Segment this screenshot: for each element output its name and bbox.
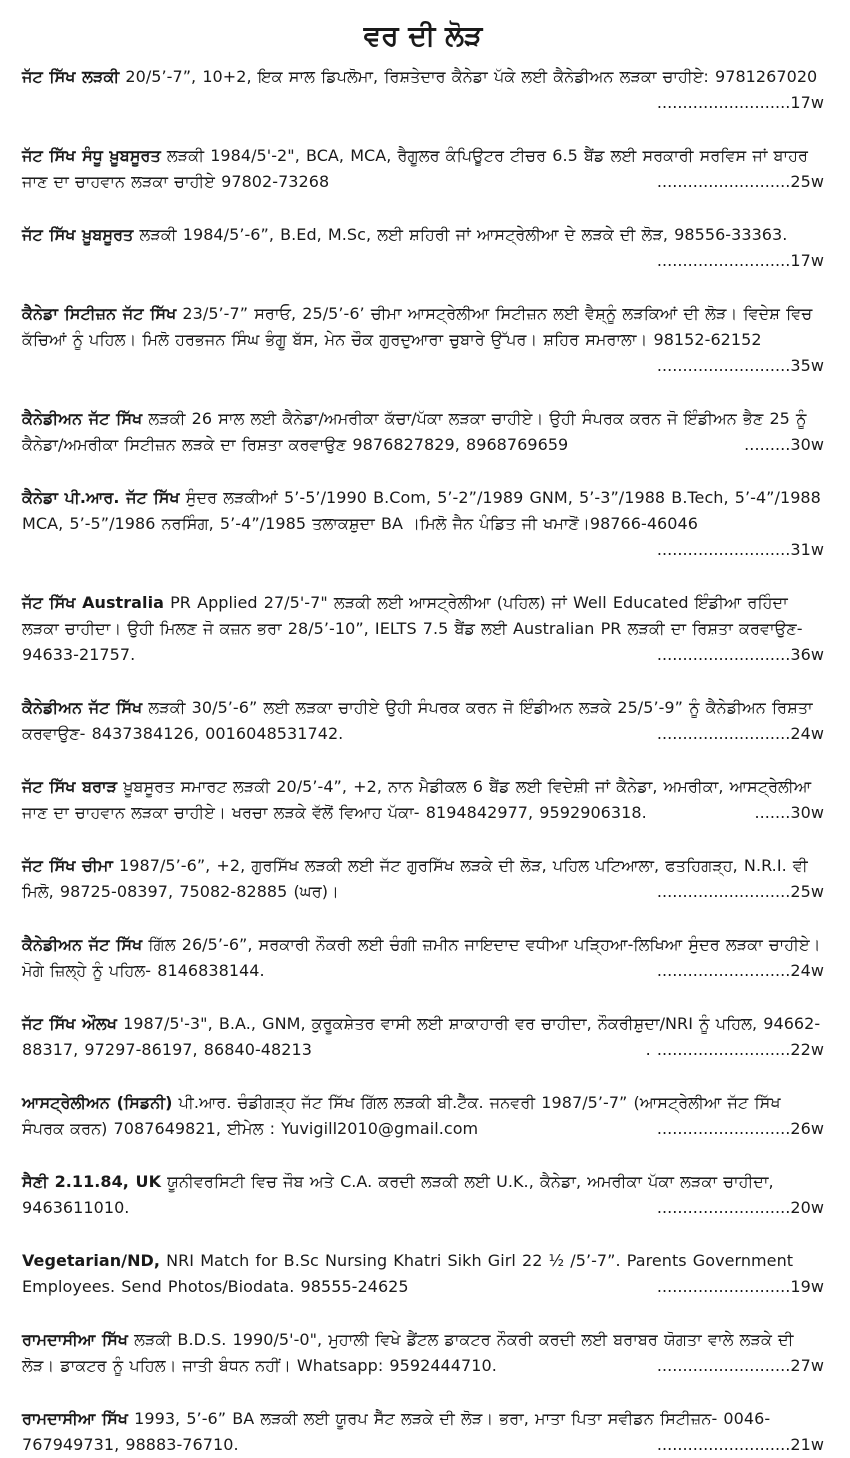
ad-code: . ..........................22w xyxy=(645,1040,824,1059)
classified-ad xyxy=(22,301,824,379)
classified-ad xyxy=(22,64,824,116)
ad-text: ਗਿੱਲ 26/5’-6”, ਸਰਕਾਰੀ ਨੌਕਰੀ ਲਈ ਚੰਗੀ ਜ਼ਮੀਨ ਜਾਇਦਾਦ ਵਧੀਆ ਪੜ੍ਹਿਆ-ਲਿਖਿਆ ਸੁੰਦਰ ਲੜਕਾ ਚਾਹੀਏ। ਮੋਗੇ ਜ਼ਿਲ੍ਹੇ ਨੂੰ ਪਹਿਲ- 8146838144. xyxy=(22,935,821,980)
ad-code: ..........................25w xyxy=(656,882,824,901)
ad-code: ..........................31w xyxy=(656,540,824,559)
ad-lead: ਜੱਟ ਸਿੱਖ ਬਰਾੜ xyxy=(22,777,118,796)
ad-text: ਲੜਕੀ 26 ਸਾਲ ਲਈ ਕੈਨੇਡਾ/ਅਮਰੀਕਾ ਕੱਚਾ/ਪੱਕਾ ਲੜਕਾ ਚਾਹੀਏ। ਉਹੀ ਸੰਪਰਕ ਕਰਨ ਜੋ ਇੰਡੀਅਨ ਭੈਣ 25 ਨੂੰ ਕੈਨੇਡਾ/ਅਮਰੀਕਾ ਸਿਟੀਜ਼ਨ ਲੜਕੇ ਦਾ ਰਿਸ਼ਤਾ ਕਰਵਾਉਣ 9876827829, 8968769659 xyxy=(22,409,807,454)
ad-code: ..........................27w xyxy=(656,1356,824,1375)
ad-list xyxy=(22,64,824,1458)
ad-lead: ਰਾਮਦਾਸੀਆ ਸਿੱਖ xyxy=(22,1409,128,1428)
ad-code: ..........................26w xyxy=(656,1119,824,1138)
classified-ad xyxy=(22,1169,824,1221)
ad-lead: ਕੈਨੇਡੀਅਨ ਜੱਟ ਸਿੱਖ xyxy=(22,698,143,717)
ad-lead: ਕੈਨੇਡਾ ਪੀ.ਆਰ. ਜੱਟ ਸਿੱਖ xyxy=(22,488,180,507)
classified-ad xyxy=(22,1327,824,1379)
ad-text: 1987/5'-3", B.A., GNM, ਕੁਰੂਕਸ਼ੇਤਰ ਵਾਸੀ ਲਈ ਸ਼ਾਕਾਹਾਰੀ ਵਰ ਚਾਹੀਦਾ, ਨੌਕਰੀਸ਼ੁਦਾ/NRI ਨੂੰ ਪਹਿਲ, 94662-88317, 97297-86197, 86840-48213 xyxy=(22,1014,821,1059)
ad-lead: ਰਾਮਦਾਸੀਆ ਸਿੱਖ xyxy=(22,1330,128,1349)
ad-lead: ਜੱਟ ਸਿੱਖ ਔਲਖ xyxy=(22,1014,117,1033)
ad-text: ਖ਼ੂਬਸੂਰਤ ਸਮਾਰਟ ਲੜਕੀ 20/5’-4”, +2, ਨਾਨ ਮੈਡੀਕਲ 6 ਬੈਂਡ ਲਈ ਵਿਦੇਸ਼ੀ ਜਾਂ ਕੈਨੇਡਾ, ਅਮਰੀਕਾ, ਆਸਟ੍ਰੇਲੀਆ ਜਾਣ ਦਾ ਚਾਹਵਾਨ ਲੜਕਾ ਚਾਹੀਏ। ਖਰਚਾ ਲੜਕੇ ਵੱਲੋਂ ਵਿਆਹ ਪੱਕਾ- 8194842977, 9592906318. xyxy=(22,777,812,822)
classified-ad xyxy=(22,1090,824,1142)
page-title: ਵਰ ਦੀ ਲੋੜ xyxy=(363,19,483,52)
ad-code: ..........................25w xyxy=(656,172,824,191)
ad-text: ਲੜਕੀ 30/5’-6” ਲਈ ਲੜਕਾ ਚਾਹੀਏ ਉਹੀ ਸੰਪਰਕ ਕਰਨ ਜੋ ਇੰਡੀਅਨ ਲੜਕੇ 25/5’-9” ਨੂੰ ਕੈਨੇਡੀਅਨ ਰਿਸ਼ਤਾ ਕਰਵਾਉਣ- 8437384126, 0016048531742. xyxy=(22,698,813,743)
classified-ad xyxy=(22,143,824,195)
ad-text: 23/5’-7” ਸਰਾਓ, 25/5’-6’ ਚੀਮਾ ਆਸਟ੍ਰੇਲੀਆ ਸਿਟੀਜ਼ਨ ਲਈ ਵੈਸ਼੍ਨੂੰ ਲੜਕਿਆਂ ਦੀ ਲੋੜ। ਵਿਦੇਸ਼ ਵਿਚ ਕੱਚਿਆਂ ਨੂੰ ਪਹਿਲ। ਮਿਲੋ ਹਰਭਜਨ ਸਿੰਘ ਭੰਗੂ ਬੱਸ, ਮੇਨ ਚੌਕ ਗੁਰਦੁਆਰਾ ਚੁਬਾਰੇ ਉੱਪਰ। ਸ਼ਹਿਰ ਸਮਰਾਲਾ। 98152-62152 xyxy=(22,304,813,349)
ad-text: NRI Match for B.Sc Nursing Khatri Sikh Girl 22 ½ /5’-7”. Parents Government Employees. Send Photos/Biodata. 98555-24625 xyxy=(22,1251,794,1296)
classified-ad xyxy=(22,1011,824,1063)
ad-text: PR Applied 27/5'-7" ਲੜਕੀ ਲਈ ਆਸਟ੍ਰੇਲੀਆ (ਪਹਿਲ) ਜਾਂ Well Educated ਇੰਡੀਆ ਰਹਿੰਦਾ ਲੜਕਾ ਚਾਹੀਦਾ। ਉਹੀ ਮਿਲਣ ਜੋ ਕਜ਼ਨ ਭਰਾ 28/5’-10”, IELTS 7.5 ਬੈਂਡ ਲਈ Australian PR ਲੜਕੀ ਦਾ ਰਿਸ਼ਤਾ ਕਰਵਾਉਣ- 94633-21757. xyxy=(22,593,803,664)
ad-text: ਲੜਕੀ 1984/5'-2", BCA, MCA, ਰੈਗੂਲਰ ਕੰਪਿਊਟਰ ਟੀਚਰ 6.5 ਬੈਂਡ ਲਈ ਸਰਕਾਰੀ ਸਰਵਿਸ ਜਾਂ ਬਾਹਰ ਜਾਣ ਦਾ ਚਾਹਵਾਨ ਲੜਕਾ ਚਾਹੀਏ 97802-73268 xyxy=(22,146,808,191)
ad-code: ..........................36w xyxy=(656,645,824,664)
ad-code: ..........................21w xyxy=(656,1435,824,1454)
ad-lead: ਸੈਣੀ 2.11.84, UK xyxy=(22,1172,162,1191)
ad-lead: ਕੈਨੇਡੀਅਨ ਜੱਟ ਸਿੱਖ xyxy=(22,409,143,428)
ad-code: ..........................24w xyxy=(656,961,824,980)
ad-lead: ਕੈਨੇਡੀਅਨ ਜੱਟ ਸਿੱਖ xyxy=(22,935,143,954)
classified-ad xyxy=(22,932,824,984)
classified-ad xyxy=(22,1248,824,1300)
ad-lead: Vegetarian/ND, xyxy=(22,1251,160,1270)
ad-code: ..........................20w xyxy=(656,1198,824,1217)
classified-ad xyxy=(22,590,824,668)
classified-ad xyxy=(22,485,824,563)
ad-code: .......30w xyxy=(754,803,824,822)
ad-text: ਲੜਕੀ 1984/5’-6”, B.Ed, M.Sc, ਲਈ ਸ਼ਹਿਰੀ ਜਾਂ ਆਸਟ੍ਰੇਲੀਆ ਦੇ ਲੜਕੇ ਦੀ ਲੋੜ, 98556-33363. xyxy=(133,225,788,244)
classified-ad xyxy=(22,222,824,274)
ad-code: ..........................19w xyxy=(656,1277,824,1296)
ad-code: ..........................17w xyxy=(656,251,824,270)
ad-code: ..........................35w xyxy=(656,356,824,375)
ad-lead: ਆਸਟ੍ਰੇਲੀਅਨ (ਸਿਡਨੀ) xyxy=(22,1093,173,1112)
ad-lead: ਜੱਟ ਸਿੱਖ ਚੀਮਾ xyxy=(22,856,113,875)
classified-ad xyxy=(22,406,824,458)
ad-lead: ਜੱਟ ਸਿੱਖ ਲੜਕੀ xyxy=(22,67,120,86)
ad-code: ..........................24w xyxy=(656,724,824,743)
ad-text: ਸੁੰਦਰ ਲੜਕੀਆਂ 5’-5’/1990 B.Com, 5’-2”/1989 GNM, 5’-3”/1988 B.Tech, 5’-4”/1988 MCA, 5’-5”/1986 ਨਰਸਿੰਗ, 5’-4”/1985 ਤਲਾਕਸ਼ੁਦਾ BA ।ਮਿਲੋ ਜੈਨ ਪੰਡਿਤ ਜੀ ਖਮਾਣੋਂ।98766-46046 xyxy=(22,488,821,533)
classified-ad xyxy=(22,853,824,905)
classified-ad xyxy=(22,1406,824,1458)
ad-text: 1987/5’-6”, +2, ਗੁਰਸਿੱਖ ਲੜਕੀ ਲਈ ਜੱਟ ਗੁਰਸਿੱਖ ਲੜਕੇ ਦੀ ਲੋੜ, ਪਹਿਲ ਪਟਿਆਲਾ, ਫਤਹਿਗੜ੍ਹ, N.R.I. ਵੀ ਮਿਲੋ, 98725-08397, 75082-82885 (ਘਰ)। xyxy=(22,856,808,901)
ad-lead: ਜੱਟ ਸਿੱਖ ਖ਼ੂਬਸੂਰਤ xyxy=(22,225,134,244)
classified-ad xyxy=(22,774,824,826)
ad-text: ਲੜਕੀ B.D.S. 1990/5'-0", ਮੁਹਾਲੀ ਵਿਖੇ ਡੈਂਟਲ ਡਾਕਟਰ ਨੌਕਰੀ ਕਰਦੀ ਲਈ ਬਰਾਬਰ ਯੋਗਤਾ ਵਾਲੇ ਲੜਕੇ ਦੀ ਲੋੜ। ਡਾਕਟਰ ਨੂੰ ਪਹਿਲ। ਜਾਤੀ ਬੰਧਨ ਨਹੀਂ। Whatsapp: 9592444710. xyxy=(22,1330,794,1375)
ad-lead: ਜੱਟ ਸਿੱਖ Australia xyxy=(22,593,164,612)
ad-code: ..........................17w xyxy=(656,93,824,112)
classified-ad xyxy=(22,695,824,747)
ad-lead: ਕੈਨੇਡਾ ਸਿਟੀਜ਼ਨ ਜੱਟ ਸਿੱਖ xyxy=(22,304,177,323)
ad-lead: ਜੱਟ ਸਿੱਖ ਸੰਧੂ ਖ਼ੂਬਸੂਰਤ xyxy=(22,146,161,165)
ad-text: ਪੀ.ਆਰ. ਚੰਡੀਗੜ੍ਹ ਜੱਟ ਸਿੱਖ ਗਿੱਲ ਲੜਕੀ ਬੀ.ਟੈੱਕ. ਜਨਵਰੀ 1987/5’-7” (ਆਸਟ੍ਰੇਲੀਆ ਜੱਟ ਸਿੱਖ ਸੰਪਰਕ ਕਰਨ) 7087649821, ਈਮੇਲ : Yuvigill2010@gmail.com xyxy=(22,1093,781,1138)
ad-text: 20/5’-7”, 10+2, ਇਕ ਸਾਲ ਡਿਪਲੋਮਾ, ਰਿਸ਼ਤੇਦਾਰ ਕੈਨੇਡਾ ਪੱਕੇ ਲਈ ਕੈਨੇਡੀਅਨ ਲੜਕਾ ਚਾਹੀਏ: 9781267020 xyxy=(119,67,818,86)
ad-text: ਯੂਨੀਵਰਸਿਟੀ ਵਿਚ ਜੌਬ ਅਤੇ C.A. ਕਰਦੀ ਲੜਕੀ ਲਈ U.K., ਕੈਨੇਡਾ, ਅਮਰੀਕਾ ਪੱਕਾ ਲੜਕਾ ਚਾਹੀਦਾ, 9463611010. xyxy=(22,1172,774,1217)
ad-text: 1993, 5’-6” BA ਲੜਕੀ ਲਈ ਯੂਰਪ ਸੈੱਟ ਲੜਕੇ ਦੀ ਲੋੜ। ਭਰਾ, ਮਾਤਾ ਪਿਤਾ ਸਵੀਡਨ ਸਿਟੀਜ਼ਨ- 0046-767949731, 98883-76710. xyxy=(22,1409,771,1454)
ad-code: .........30w xyxy=(744,435,824,454)
